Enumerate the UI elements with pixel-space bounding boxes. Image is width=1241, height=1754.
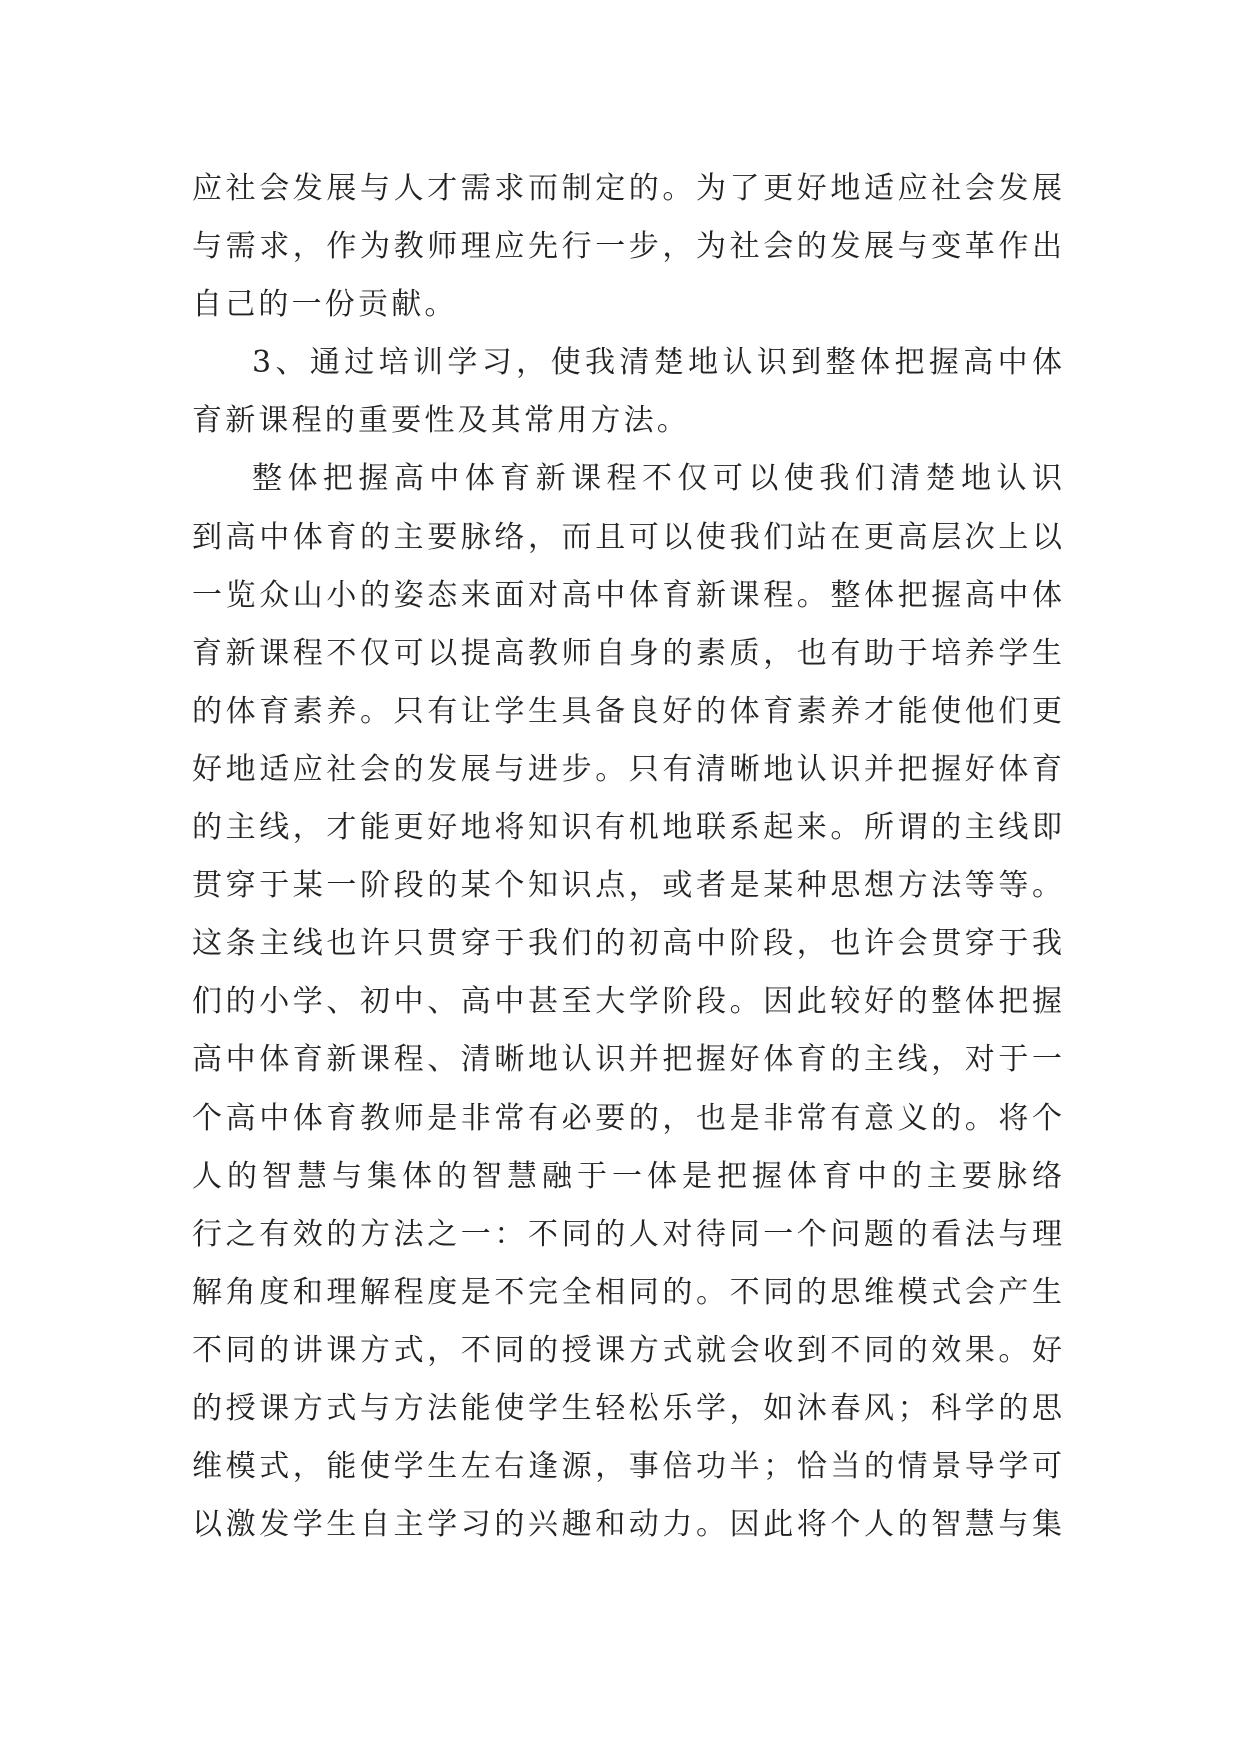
text-line: 以激发学生自主学习的兴趣和动力。因此将个人的智慧与集 — [192, 1507, 1062, 1543]
text-line: 行之有效的方法之一：不同的人对待同一个问题的看法与理 — [192, 1216, 1062, 1252]
text-line-paragraph-start: 3、通过培训学习，使我清楚地认识到整体把握高中体 — [252, 345, 1062, 381]
text-line: 贯穿于某一阶段的某个知识点，或者是某种思想方法等等。 — [192, 868, 1062, 904]
text-line: 的授课方式与方法能使学生轻松乐学，如沐春风；科学的思 — [192, 1390, 1062, 1426]
text-line: 应社会发展与人才需求而制定的。为了更好地适应社会发展 — [192, 171, 1062, 206]
text-line-paragraph-start: 整体把握高中体育新课程不仅可以使我们清楚地认识 — [252, 461, 1062, 497]
text-line: 育新课程不仅可以提高教师自身的素质，也有助于培养学生 — [192, 635, 1062, 671]
text-line: 的体育素养。只有让学生具备良好的体育素养才能使他们更 — [192, 693, 1062, 729]
text-line: 与需求，作为教师理应先行一步，为社会的发展与变革作出 — [192, 229, 1062, 265]
text-line: 一览众山小的姿态来面对高中体育新课程。整体把握高中体 — [192, 577, 1062, 613]
text-line: 自己的一份贡献。 — [192, 287, 458, 323]
text-line: 育新课程的重要性及其常用方法。 — [192, 403, 690, 439]
text-line: 人的智慧与集体的智慧融于一体是把握体育中的主要脉络 — [192, 1158, 1062, 1194]
text-line: 维模式，能使学生左右逢源，事倍功半；恰当的情景导学可 — [192, 1449, 1062, 1485]
text-line: 好地适应社会的发展与进步。只有清晰地认识并把握好体育 — [192, 751, 1062, 787]
text-line: 高中体育新课程、清晰地认识并把握好体育的主线，对于一 — [192, 1042, 1062, 1078]
text-line: 个高中体育教师是非常有必要的，也是非常有意义的。将个 — [192, 1100, 1062, 1136]
text-line: 这条主线也许只贯穿于我们的初高中阶段，也许会贯穿于我 — [192, 926, 1062, 962]
text-line: 们的小学、初中、高中甚至大学阶段。因此较好的整体把握 — [192, 984, 1062, 1020]
text-line: 的主线，才能更好地将知识有机地联系起来。所谓的主线即 — [192, 810, 1062, 846]
text-line: 不同的讲课方式，不同的授课方式就会收到不同的效果。好 — [192, 1332, 1062, 1368]
text-line: 到高中体育的主要脉络，而且可以使我们站在更高层次上以 — [192, 519, 1062, 555]
body-text — [192, 160, 1062, 1554]
text-line: 解角度和理解程度是不完全相同的。不同的思维模式会产生 — [192, 1274, 1062, 1310]
